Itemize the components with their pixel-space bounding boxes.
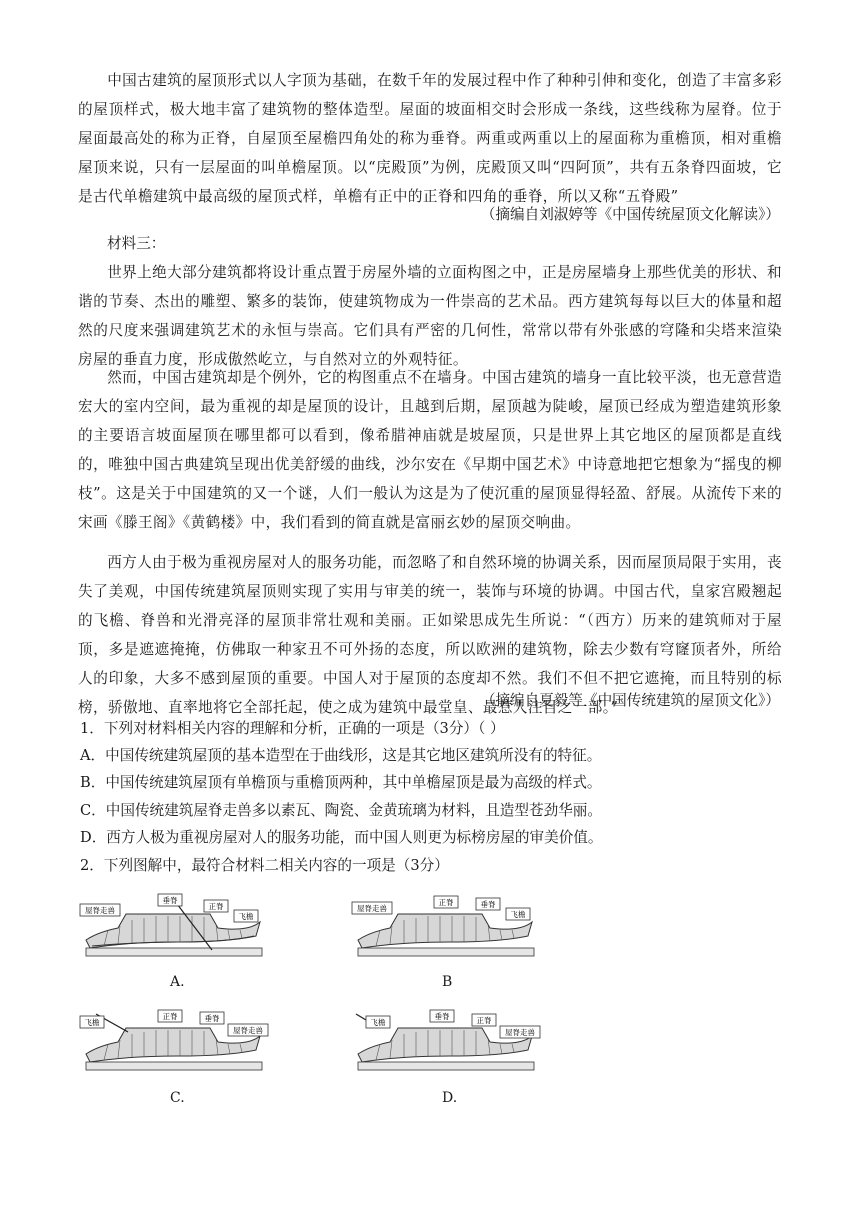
figure-c-tag-3: 垂脊: [204, 1014, 220, 1023]
question1-option-d[interactable]: D．西方人极为重视房屋对人的服务功能，而中国人则更为标榜房屋的审美价值。: [80, 829, 603, 846]
question1-option-b[interactable]: B．中国传统建筑屋顶有单檐顶与重檐顶两种，其中单檐屋顶是最为高级的样式。: [80, 774, 602, 791]
figure-b-tag-3: 垂脊: [480, 900, 496, 909]
figure-b-tag-1: 屋脊走兽: [357, 904, 387, 913]
question1-stem: 1．下列对材料相关内容的理解和分析，正确的一项是（3分）（ ）: [80, 720, 505, 737]
material3-paragraph-1: 世界上绝大部分建筑都将设计重点置于房屋外墙的立面构图之中，正是房屋墙身上那些优美的形状、和谐的节奏、杰出的雕塑、繁多的装饰，使建筑物成为一件崇高的艺术品。西方建筑每每以巨大的体量和超然的尺度来强调建筑艺术的永恒与崇高。它们具有严密的几何性，常常以带有外张感的穹隆和尖塔来渲染房屋的垂直力度，形成傲然屹立，与自然对立的外观特征。: [78, 264, 782, 368]
material3-paragraph-3: 西方人由于极为重视房屋对人的服务功能，而忽略了和自然环境的协调关系，因而屋顶局限于实用，丧失了美观，中国传统建筑屋顶则实现了实用与审美的统一，装饰与环境的协调。中国古代，皇家宫殿翘起的飞檐、脊兽和光滑亮泽的屋顶非常壮观和美丽。正如梁思成先生所说：“（西方）历来的建筑师对于屋顶，多是遮遮掩掩，仿佛取一种家丑不可外扬的态度，所以欧洲的建筑物，除去少数有穹窿顶者外，所给人的印象，大多不感到屋顶的重要。中国人对于屋顶的态度却不然。我们不但不把它遮掩，而且特别的标榜，骄傲地、直率地将它全部托起，使之成为建筑中最堂皇、最惹人注目之一部。”: [78, 554, 782, 716]
figure-a-tag-3: 正脊: [208, 902, 224, 911]
question1-option-c[interactable]: C．中国传统建筑屋脊走兽多以素瓦、陶瓷、金黄琉璃为材料，且造型苍劲华丽。: [80, 802, 602, 819]
question1-option-a[interactable]: A．中国传统建筑屋顶的基本造型在于曲线形，这是其它地区建筑所没有的特征。: [80, 747, 602, 764]
question2-stem: 2．下列图解中，最符合材料二相关内容的一项是（3分）: [80, 857, 449, 874]
figure-c-tag-1: 飞檐: [84, 1018, 100, 1027]
material3-heading: 材料三：: [107, 235, 166, 252]
figure-c-tag-4: 屋脊走兽: [233, 1026, 263, 1035]
figure-a-tag-4: 飞檐: [238, 912, 254, 921]
roof-figure-c[interactable]: [78, 1006, 278, 1076]
material3-source: （摘编自夏毅等《中国传统建筑的屋顶文化》）: [480, 692, 780, 709]
roof-figure-a[interactable]: [78, 892, 278, 962]
figure-c-label: C.: [170, 1090, 185, 1106]
material2-paragraph: 中国古建筑的屋顶形式以人字顶为基础，在数千年的发展过程中作了种种引伸和变化，创造了丰富多彩的屋顶样式，极大地丰富了建筑物的整体造型。屋面的坡面相交时会形成一条线，这些线称为屋脊。位于屋面最高处的称为正脊，自屋顶至屋檐四角处的称为垂脊。两重或两重以上的屋面称为重檐顶，相对重檐屋顶来说，只有一层屋面的叫单檐屋顶。以“庑殿顶”为例，庑殿顶又叫“四阿顶”，共有五条脊四面坡，它是古代单檐建筑中最高级的屋顶式样，单檐有正中的正脊和四角的垂脊，所以又称“五脊殿”: [78, 72, 782, 205]
roof-drawing-icon: [86, 1014, 262, 1070]
roof-figure-d[interactable]: [350, 1006, 550, 1076]
material3-paragraph-2: 然而，中国古建筑却是个例外，它的构图重点不在墙身。中国古建筑的墙身一直比较平淡，也无意营造宏大的室内空间，最为重视的却是屋顶的设计，且越到后期，屋顶越为陡峻，屋顶已经成为塑造建筑形象的主要语言坡面屋顶在哪里都可以看到，像希腊神庙就是坡屋顶，只是世界上其它地区的屋顶都是直线的，唯独中国古典建筑呈现出优美舒缓的曲线，沙尔安在《早期中国艺术》中诗意地把它想象为“摇曳的柳枝”。这是关于中国建筑的又一个谜，人们一般认为这是为了使沉重的屋顶显得轻盈、舒展。从流传下来的宋画《滕王阁》《黄鹤楼》中，我们看到的简直就是富丽玄妙的屋顶交响曲。: [78, 369, 782, 531]
figure-c-tag-2: 正脊: [162, 1012, 178, 1021]
figure-a-tag-1: 屋脊走兽: [85, 906, 115, 915]
figure-a-tag-2: 垂脊: [162, 896, 178, 905]
figure-d-label: D.: [442, 1090, 458, 1106]
figure-a-label: A.: [170, 974, 185, 990]
figure-b-tag-4: 飞檐: [510, 910, 526, 919]
figure-d-tag-2: 垂脊: [434, 1012, 450, 1021]
roof-figure-b[interactable]: [350, 892, 550, 962]
figure-d-tag-1: 飞檐: [370, 1018, 386, 1027]
figure-d-tag-3: 正脊: [476, 1016, 492, 1025]
figure-b-label: B: [442, 974, 453, 990]
figure-d-tag-4: 屋脊走兽: [505, 1028, 535, 1037]
material2-source: （摘编自刘淑婷等《中国传统屋顶文化解读》）: [480, 206, 780, 223]
figure-b-tag-2: 正脊: [438, 898, 454, 907]
